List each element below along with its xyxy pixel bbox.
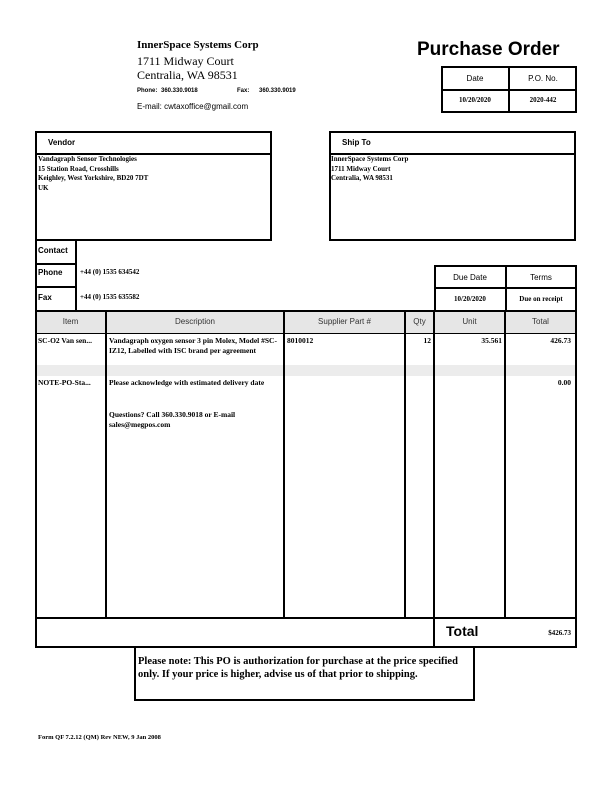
company-phone: 360.330.9018 xyxy=(161,88,198,94)
vendor-phone: +44 (0) 1535 634542 xyxy=(80,268,140,276)
form-footer: Form QF 7.2.12 (QM) Rev NEW, 9 Jan 2008 xyxy=(38,734,161,741)
col-qty: Qty xyxy=(413,317,426,326)
ship-to-label: Ship To xyxy=(342,138,371,147)
col-item: Item xyxy=(62,317,79,326)
total-label: Total xyxy=(446,623,479,639)
row-description: Vandagraph oxygen sensor 3 pin Molex, Model #SC-IZ12, Labelled with ISC brand per agreement xyxy=(109,336,277,355)
terms-label: Terms xyxy=(530,273,552,282)
col-total: Total xyxy=(532,317,549,326)
row-item: NOTE-PO-Sta... xyxy=(38,378,91,387)
ship-to-box xyxy=(329,131,576,241)
due-date: 10/20/2020 xyxy=(454,295,486,303)
contact-label: Contact xyxy=(38,246,68,255)
ship-to-line: InnerSpace Systems Corp xyxy=(331,155,409,163)
vendor-fax: +44 (0) 1535 635582 xyxy=(80,293,140,301)
row-total: 0.00 xyxy=(557,378,571,387)
vendor-label: Vendor xyxy=(48,138,76,147)
company-email: E-mail: cwtaxoffice@gmail.com xyxy=(137,102,249,111)
vendor-address xyxy=(38,155,148,193)
date-label: Date xyxy=(466,74,484,83)
due-date-label: Due Date xyxy=(453,273,487,282)
ship-to-address xyxy=(331,155,408,184)
col-supplier-part: Supplier Part # xyxy=(318,317,371,326)
authorization-note: Please note: This PO is authorization for purchase at the price specified only. If your price is higher, advise us of that prior to shipping. xyxy=(138,656,458,680)
vendor-line: 15 Station Road, Crosshills xyxy=(38,164,119,173)
total-value: $426.73 xyxy=(548,629,571,637)
company-address2: Centralia, WA 98531 xyxy=(137,68,238,82)
vendor-line: Vandagraph Sensor Technologies xyxy=(38,155,137,163)
company-phone-label: Phone: xyxy=(137,88,158,94)
po-date: 10/20/2020 xyxy=(459,96,491,104)
vendor-line: UK xyxy=(38,183,49,192)
po-number-label: P.O. No. xyxy=(528,74,558,83)
company-name: InnerSpace Systems Corp xyxy=(137,39,259,51)
items-table xyxy=(35,310,577,648)
po-number: 2020-442 xyxy=(529,96,557,104)
row-total: 426.73 xyxy=(550,336,571,345)
fax-label: Fax xyxy=(38,293,52,302)
company-fax: 360.330.9019 xyxy=(259,88,296,94)
ship-to-line: 1711 Midway Court xyxy=(331,164,391,173)
row-part: 8010012 xyxy=(287,336,314,345)
company-fax-label: Fax: xyxy=(237,88,250,94)
row-description: Please acknowledge with estimated delivery date xyxy=(109,378,265,387)
phone-label: Phone xyxy=(38,268,63,277)
ship-to-line: Centralia, WA 98531 xyxy=(331,174,393,182)
row-description-2: Questions? Call 360.330.9018 or E-mail sales@megpos.com xyxy=(109,410,236,429)
vendor-line: Keighley, West Yorkshire, BD20 7DT xyxy=(38,174,149,182)
terms: Due on receipt xyxy=(519,295,563,303)
row-qty: 12 xyxy=(423,336,431,345)
col-unit: Unit xyxy=(462,317,477,326)
company-address1: 1711 Midway Court xyxy=(137,54,234,68)
row-unit: 35.561 xyxy=(481,336,502,345)
page-title: Purchase Order xyxy=(417,39,560,60)
col-description: Description xyxy=(174,317,215,326)
row-item: SC-O2 Van sen... xyxy=(38,336,92,345)
